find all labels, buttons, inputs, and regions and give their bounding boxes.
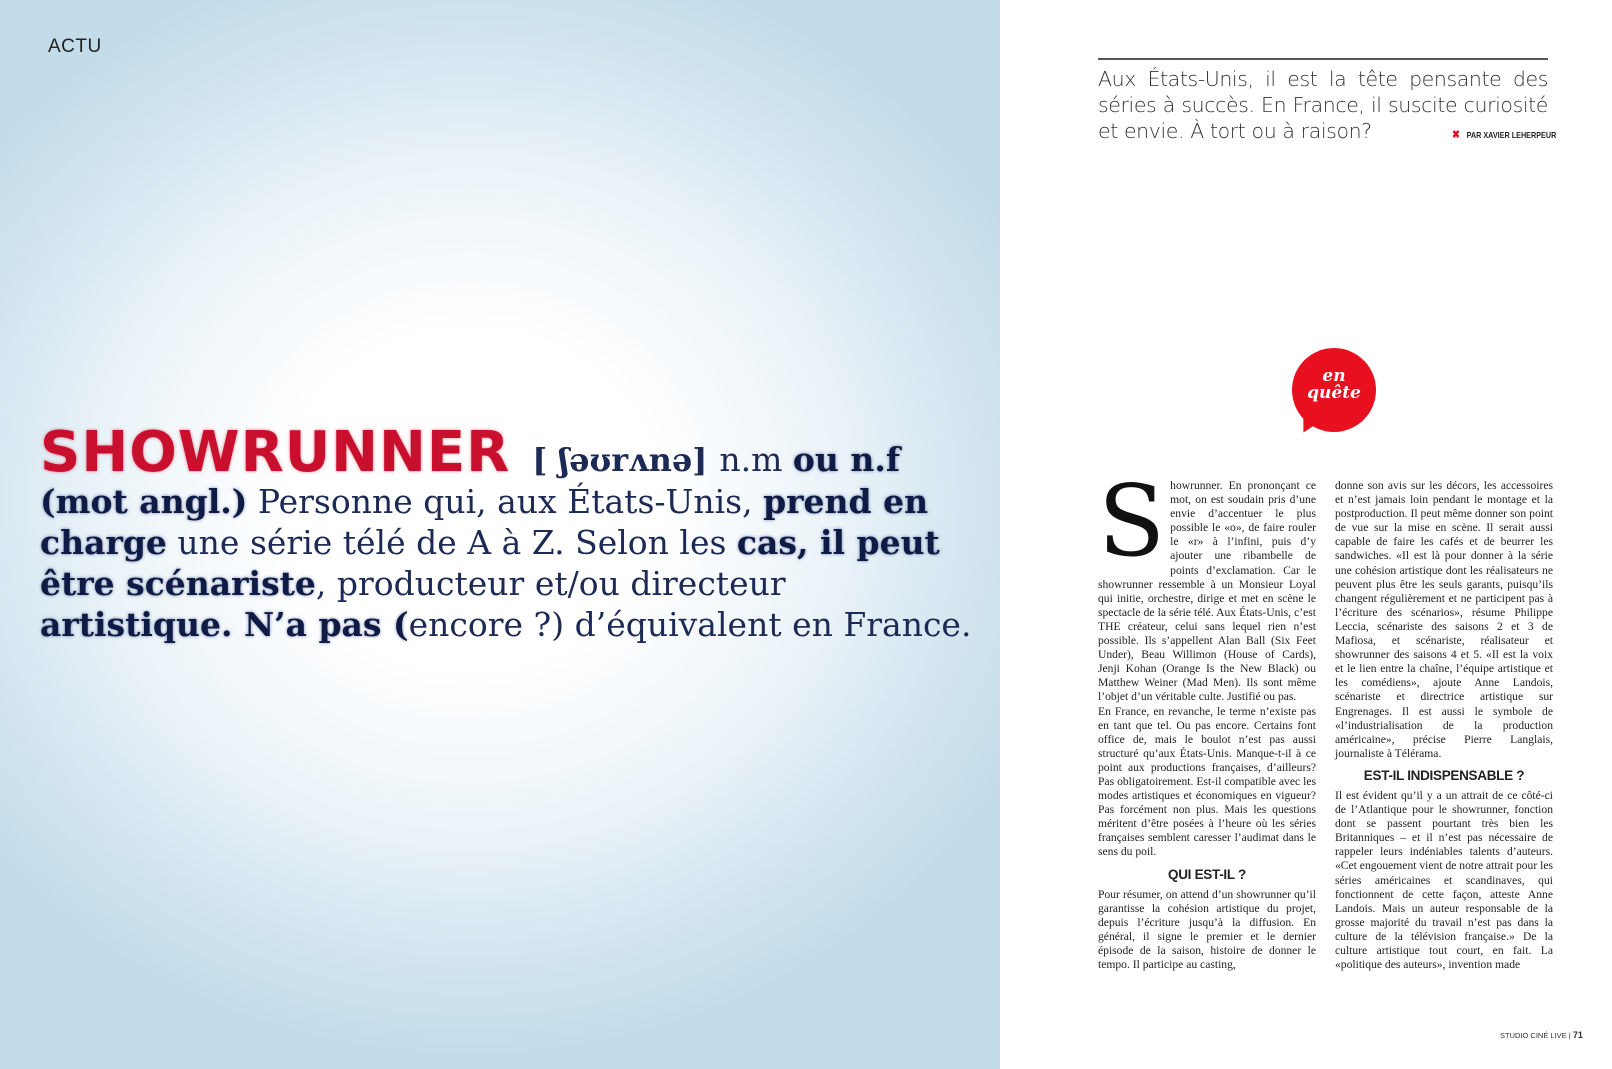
top-rule: [1098, 58, 1548, 60]
folio: [1500, 1030, 1583, 1040]
definition-segment: Personne qui, aux États-Unis,: [247, 482, 764, 521]
definition-segment: , producteur et/ou directeur: [315, 564, 786, 603]
byline-text: PAR XAVIER LEHERPEUR: [1466, 130, 1557, 140]
paragraph: Pour résumer, on attend d’un showrunner qu’il garantisse la cohésion artistique du projet, depuis l’écriture jusqu’à la diffusion. En général, il signe le premier et le dernier épisode de la saison, histoire de donner le tempo. Il participe au casting,: [1098, 887, 1316, 972]
definition-segment: artistique. N’a pas (: [40, 605, 409, 644]
folio-label: STUDIO CINÉ LIVE |: [1500, 1031, 1571, 1040]
byline: [1452, 128, 1556, 141]
badge-text: [1292, 368, 1376, 402]
article-column-2: [1335, 479, 1553, 972]
phonetic: [ ʃəʊrʌnə]: [532, 441, 708, 479]
definition-segment: ou n.f (mot angl.): [40, 440, 901, 521]
definition-segment: n.m: [719, 440, 793, 479]
paragraph: En France, en revanche, le terme n’existe pas en tant que tel. Ou pas encore. Certains font office de, mais le boulot n’est pas aussi structuré qu’aux États-Unis. Manque-t-il à ce point aux productions françaises, d’ailleurs? Pas obligatoirement. Est-il compatible avec les modes artistiques et économiques en vigueur? Pas forcément non plus. Mais les questions méritent d’être posées à l’heure où les séries françaises semblent caresser l’audimat dans le sens du poil.: [1098, 704, 1316, 859]
article-column-1: [1098, 465, 1316, 972]
paragraph: howrunner. En prononçant ce mot, on est soudain pris d’une envie d’accentuer le plus possible le «o», de faire rouler le «r» à l’infini, puis d’y ajouter une ribambelle de points d’exclamation. Car le showrunner ressemble à un Monsieur Loyal qui initie, orchestre, dirige et met en scène le spectacle de la série télé. Aux États-Unis, c’est THE créateur, celui sans lequel rien n’est possible. Ils s’appellent Alan Ball (Six Feet Under), Beau Willimon (House of Cards), Jenji Kohan (Orange Is the New Black) ou Matthew Weiner (Mad Men). Ils sont même l’objet d’un véritable culte. Justifié ou pas.: [1098, 479, 1316, 704]
paragraph: donne son avis sur les décors, les accessoires et n’est jamais loin pendant le montage et la postproduction. Il peut même donner son point de vue sur la mise en scène. Il serait aussi capable de faire les cafés et de beurrer les sandwiches. «Il est là pour donner à la série une cohésion artistique dont les réalisateurs ne peuvent plus être les seuls garants, puisqu’ils changent régulièrement et ne participent pas à l’écriture des scénarios», résume Philippe Leccia, scénariste des saisons 2 et 3 de Mafiosa, et scénariste, réalisateur et showrunner des saisons 4 et 5. «Il est la voix et le lien entre la chaîne, l’équipe artistique et les comédiens», ajoute Anne Landois, scénariste et directrice artistique sur Engrenages. Il est aussi le symbole de «l’industrialisation de la production américaine», précise Pierre Langlais, journaliste à Télérama.: [1335, 479, 1553, 760]
section-label: ACTU: [48, 36, 102, 57]
right-page: [1000, 0, 1612, 1069]
badge-line2: quête: [1307, 383, 1361, 403]
page-number: 71: [1572, 1030, 1583, 1040]
cross-icon: ✖: [1452, 129, 1460, 141]
headword: SHOWRUNNER: [40, 420, 511, 485]
paragraph: Il est évident qu’il y a un attrait de ce côté-ci de l’Atlantique pour le showrunner, fonction dont se passent pourtant très bien les Britanniques – et il n’est pas nécessaire de rappeler leurs indéniables talents d’auteurs. «Cet engouement vient de notre attrait pour les séries américaines et scandinaves, qui fonctionnent de cette façon, atteste Anne Landois. Mais un auteur responsable de la grosse majorité du travail n’est pas dans la culture de la télévision française.» De la culture artistique tout court, en fait. La «politique des auteurs», invention made: [1335, 788, 1553, 972]
subhead-qui-est-il: QUI EST-IL ?: [1168, 866, 1246, 882]
badge-line1: en: [1322, 366, 1346, 386]
definition-segment: cas, il peut être scénariste: [40, 523, 940, 603]
definition-block: [40, 420, 980, 645]
deck: Aux États-Unis, il est la tête pensante des séries à succès. En France, il suscite curiosité et envie. À tort ou à raison?: [1098, 67, 1548, 143]
subhead-est-il-indispensable: EST-IL INDISPENSABLE ?: [1363, 767, 1525, 783]
definition-segment: une série télé de A à Z. Selon les: [166, 523, 737, 562]
definition-segment: prend en charge: [40, 482, 929, 562]
dropcap: S: [1098, 465, 1166, 579]
definition-segment: encore ?) d’équivalent en France.: [408, 605, 972, 644]
